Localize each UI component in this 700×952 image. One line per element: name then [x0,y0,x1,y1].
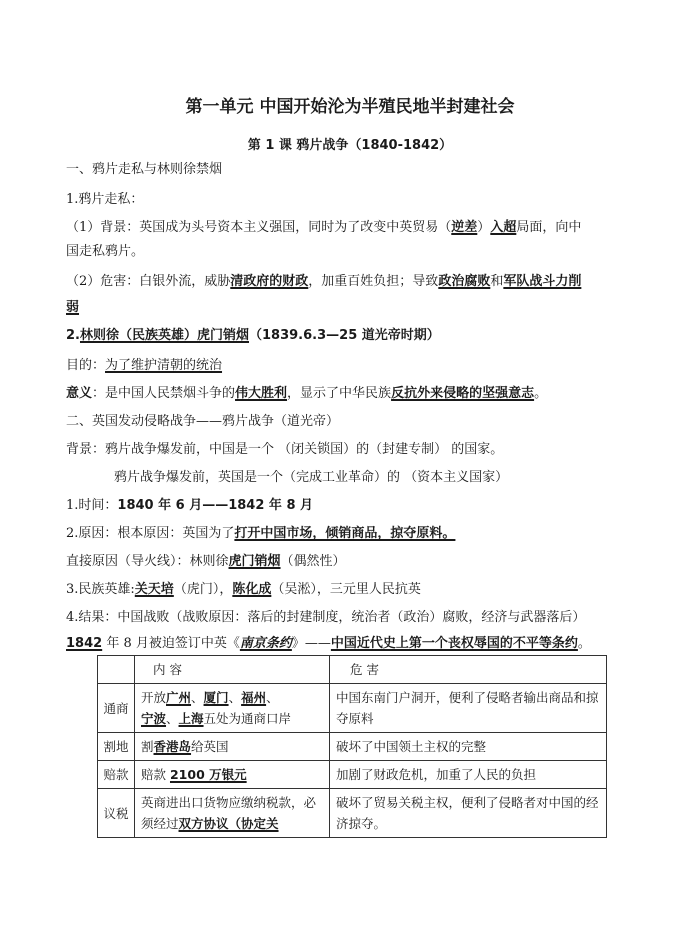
row-harm-trade: 中国东南门户洞开，便利了侵略者输出商品和掠夺原料 [330,684,607,733]
hero-location-1: （虎门）， [173,582,233,597]
cause-value: 打开中国市场，倾销商品，掠夺原料。 [234,526,456,541]
treaty-text: 年 8 月被迫签订中英《 [102,636,240,651]
section-2-heading: 二、英国发动侵略战争——鸦片战争（道光帝） [66,414,340,429]
port-fuzhou: 福州 [241,690,267,705]
item-1-heading: 1.鸦片走私： [66,192,144,207]
purpose-line [66,356,222,376]
row-content-cession [135,733,330,761]
cause-label: 2.原因：根本原因：英国为了 [66,526,235,541]
item-2-number: 2. [66,328,80,343]
background-line-2: 国走私鸦片。 [66,244,145,259]
hero-guan-tianpei: 关天培 [134,582,174,597]
harm-army-end: 弱 [66,300,80,315]
table-header-blank [98,656,135,684]
time-value: 1840 年 6 月——1842 年 8 月 [117,498,314,513]
section-1-heading: 一、鸦片走私与林则徐禁烟 [66,162,223,177]
direct-cause-label: 直接原因（导火线）：林则徐 [66,554,229,569]
port-ningbo: 宁波 [141,711,167,726]
significance-victory: 伟大胜利 [235,386,288,401]
row-harm-indemnity: 加剧了财政危机，加重了人民的负担 [330,761,607,789]
port-shanghai: 上海 [178,711,204,726]
direct-cause-note: （偶然性） [280,554,346,569]
item-2-heading [66,326,440,346]
row-label-tariff: 议税 [98,789,135,838]
harm-finance: 清政府的财政 [230,274,309,289]
heroes-label: 3.民族英雄: [66,582,135,597]
cell-text: 给英国 [191,739,229,754]
table-header-row [98,656,607,684]
table-row [98,789,607,838]
time-label: 1.时间： [66,498,118,513]
port-xiamen: 厦门 [203,690,229,705]
significance-will: 反抗外来侵略的坚强意志 [391,386,535,401]
harm-corruption: 政治腐败 [438,274,491,289]
row-content-indemnity [135,761,330,789]
hero-location-2: （吴淞），三元里人民抗英 [271,582,421,597]
surplus-term: 入超 [490,220,517,235]
direct-cause-line [66,552,346,572]
row-content-trade [135,684,330,733]
cell-text: 割 [141,739,154,754]
tariff-agreement: 双方协议（协定关 [178,816,279,831]
row-label-cession: 割地 [98,733,135,761]
treaty-significance: 中国近代史上第一个丧权辱国的不平等条约 [330,636,578,651]
harm-text: （2）危害：白银外流，威胁 [66,274,231,289]
cell-text: 赔款 [141,767,170,782]
background-line [66,218,581,238]
separator: 、 [166,711,179,726]
cell-text: 五处为通商口岸 [203,711,292,726]
background-text-end: 局面，向中 [516,220,582,235]
treaty-line [66,634,591,654]
row-content-tariff [135,789,330,838]
unit-title: 第一单元 中国开始沦为半殖民地半封建社会 [185,97,515,117]
hero-chen-huacheng: 陈化成 [232,582,272,597]
treaty-year: 1842 [66,636,103,651]
lin-zexu-title: 林则徐（民族英雄）虎门销烟 [79,328,249,343]
deficit-term: 逆差 [451,220,478,235]
separator: 、 [266,690,279,705]
row-label-indemnity: 赔款 [98,761,135,789]
harm-and: 和 [490,274,504,289]
result-line: 4.结果：中国战败（战败原因：落后的封建制度，统治者（政治）腐败，经济与武器落后） [66,610,586,625]
row-label-trade: 通商 [98,684,135,733]
cell-text: 英商进出口货物应缴纳税款，必须经过 [141,795,317,831]
treaty-dash: 》—— [291,636,331,651]
background-text: （1）背景：英国成为头号资本主义强国，同时为了改变中英贸易（ [66,220,452,235]
separator: 、 [228,690,242,705]
harm-line [66,272,581,292]
treaty-name: 南京条约 [239,636,292,651]
table-row [98,761,607,789]
treaty-terms-table [97,655,607,838]
port-guangzhou: 广州 [166,690,192,705]
purpose-text: 为了维护清朝的统治 [105,358,223,373]
harm-line-2 [66,298,79,318]
significance-text: ：是中国人民禁烟斗争的 [92,386,236,401]
direct-cause-value: 虎门销烟 [228,554,281,569]
cause-line [66,524,455,544]
significance-line [66,384,547,404]
time-line [66,496,313,516]
table-row [98,733,607,761]
heroes-line [66,580,421,600]
table-header-content: 内 容 [135,656,330,684]
table-row [98,684,607,733]
significance-text-2: ，显示了中华民族 [287,386,392,401]
purpose-label: 目的： [66,358,106,373]
harm-text-2: ，加重百姓负担；导致 [308,274,439,289]
cell-text: 开放 [141,690,167,705]
significance-label: 意义 [66,386,93,401]
background-china: 背景：鸦片战争爆发前，中国是一个 （闭关锁国）的（封建专制） 的国家。 [66,442,504,457]
row-harm-cession: 破坏了中国领土主权的完整 [330,733,607,761]
separator: 、 [191,690,204,705]
paren: ） [477,220,491,235]
indemnity-amount: 2100 万银元 [169,767,247,782]
period: 。 [534,386,548,401]
period: 。 [577,636,591,651]
lin-zexu-date: （1839.6.3—25 道光帝时期） [249,328,440,343]
row-harm-tariff: 破坏了贸易关税主权，便利了侵略者对中国的经济掠夺。 [330,789,607,838]
background-britain: 鸦片战争爆发前，英国是一个（完成工业革命）的 （资本主义国家） [114,470,509,485]
lesson-title: 第 1 课 鸦片战争（1840-1842） [247,138,453,153]
hong-kong-island: 香港岛 [153,739,192,754]
table-header-harm: 危 害 [330,656,607,684]
harm-army: 军队战斗力削 [503,274,582,289]
